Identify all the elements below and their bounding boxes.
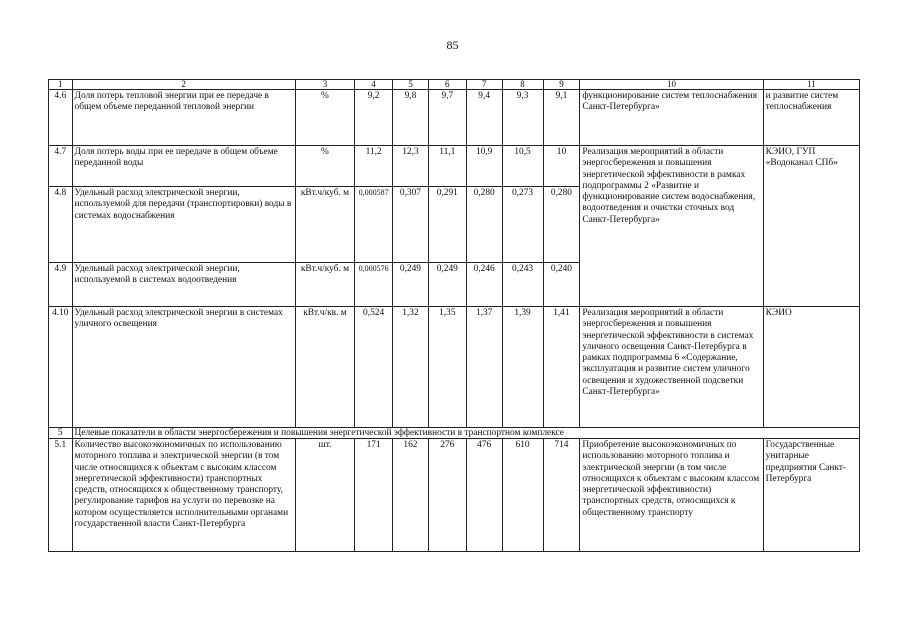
value-cell: 276 [428,439,466,552]
page-number: 85 [446,38,459,52]
column-number: 8 [502,80,543,90]
table-row [49,146,860,187]
executor-text: Государственные унитарные предприятия Санкт-Петербурга [763,439,859,552]
indicators-table [48,79,860,552]
section-number: 5 [49,428,73,439]
indicator-name: Доля потерь воды при ее передаче в общем объеме переданной воды [72,146,295,187]
value-cell: 10 [543,146,580,187]
value-cell: 0,240 [543,263,580,307]
table-row [49,90,860,146]
indicator-name: Доля потерь тепловой энергии при ее передаче в общем объеме переданной тепловой энергии [72,90,295,146]
column-number: 1 [49,80,73,90]
value-cell: 0,243 [502,263,543,307]
value-cell: 9,4 [466,90,502,146]
value-cell: 1,32 [393,307,429,428]
executor-text: КЭИО [763,307,859,428]
column-number: 6 [428,80,466,90]
row-number: 4.10 [49,307,73,428]
value-cell: 1,35 [428,307,466,428]
row-number: 4.9 [49,263,73,307]
value-cell: 11,1 [428,146,466,187]
value-cell: 0,000587 [355,187,393,263]
value-cell: 0,249 [428,263,466,307]
value-cell: 9,3 [502,90,543,146]
value-cell: 10,5 [502,146,543,187]
value-cell: 1,37 [466,307,502,428]
value-cell: 610 [502,439,543,552]
value-cell: 0,291 [428,187,466,263]
value-cell: 162 [393,439,429,552]
value-cell: 476 [466,439,502,552]
row-number: 4.6 [49,90,73,146]
column-number: 3 [295,80,354,90]
executor-text: КЭИО, ГУП «Водоканал СПб» [763,146,859,307]
unit: кВт.ч/кв. м [295,307,354,428]
value-cell: 0,273 [502,187,543,263]
section-row [49,428,860,439]
indicator-name: Количество высокоэкономичных по использованию моторного топлива и электрической энергии (в том числе относящихся к объектам с высоким классом энергетической эффективности) транспортных средств, относящихся к общественному транспорту, регулирование тарифов на услуги по перевозке на котором осуществляется исполнительными органами государственной власти Санкт-Петербурга [72,439,295,552]
section-title: Целевые показатели в области энергосбережения и повышения энергетической эффективности в транспортном комплексе [72,428,859,439]
value-cell: 9,7 [428,90,466,146]
value-cell: 0,280 [543,187,580,263]
value-cell: 11,2 [355,146,393,187]
value-cell: 9,1 [543,90,580,146]
measures-text: Реализация мероприятий в области энергосбережения и повышения энергетической эффективности в рамках подпрограммы 2 «Развитие и функционирование систем водоснабжения, водоотведения и очистки сточных вод Санкт-Петербурга» [580,146,763,307]
unit: % [295,90,354,146]
measures-text: функционирование систем теплоснабжения Санкт-Петербурга» [580,90,763,146]
column-number: 5 [393,80,429,90]
value-cell: 171 [355,439,393,552]
column-number: 2 [72,80,295,90]
indicator-name: Удельный расход электрической энергии в системах уличного освещения [72,307,295,428]
column-number: 4 [355,80,393,90]
value-cell: 1,39 [502,307,543,428]
value-cell: 714 [543,439,580,552]
executor-text: и развитие систем теплоснабжения [763,90,859,146]
table-row [49,307,860,428]
value-cell: 9,2 [355,90,393,146]
unit: шт. [295,439,354,552]
table-row [49,439,860,552]
value-cell: 12,3 [393,146,429,187]
measures-text: Реализация мероприятий в области энергосбережения и повышения энергетической эффективности в системах уличного освещения Санкт-Петербурга в рамках подпрограммы 6 «Содержание, эксплуатация и развитие систем уличного освещения и художественной подсветки Санкт-Петербурга» [580,307,763,428]
column-number-row [49,80,860,90]
value-cell: 0,249 [393,263,429,307]
value-cell: 0,280 [466,187,502,263]
value-cell: 9,8 [393,90,429,146]
row-number: 5.1 [49,439,73,552]
column-number: 7 [466,80,502,90]
value-cell: 10,9 [466,146,502,187]
indicator-name: Удельный расход электрической энергии, используемой для передачи (транспортировки) воды в системах водоснабжения [72,187,295,263]
row-number: 4.7 [49,146,73,187]
unit: кВт.ч/куб. м [295,187,354,263]
column-number: 11 [763,80,859,90]
row-number: 4.8 [49,187,73,263]
value-cell: 1,41 [543,307,580,428]
value-cell: 0,246 [466,263,502,307]
value-cell: 0,000576 [355,263,393,307]
column-number: 9 [543,80,580,90]
indicator-name: Удельный расход электрической энергии, используемой в системах водоотведения [72,263,295,307]
column-number: 10 [580,80,763,90]
unit: кВт.ч/куб. м [295,263,354,307]
value-cell: 0,524 [355,307,393,428]
unit: % [295,146,354,187]
measures-text: Приобретение высокоэкономичных по использованию моторного топлива и электрической энергии (в том числе относящихся к объектам с высоким классом энергетической эффективности) транспортных средств, относящихся к общественному транспорту [580,439,763,552]
value-cell: 0,307 [393,187,429,263]
